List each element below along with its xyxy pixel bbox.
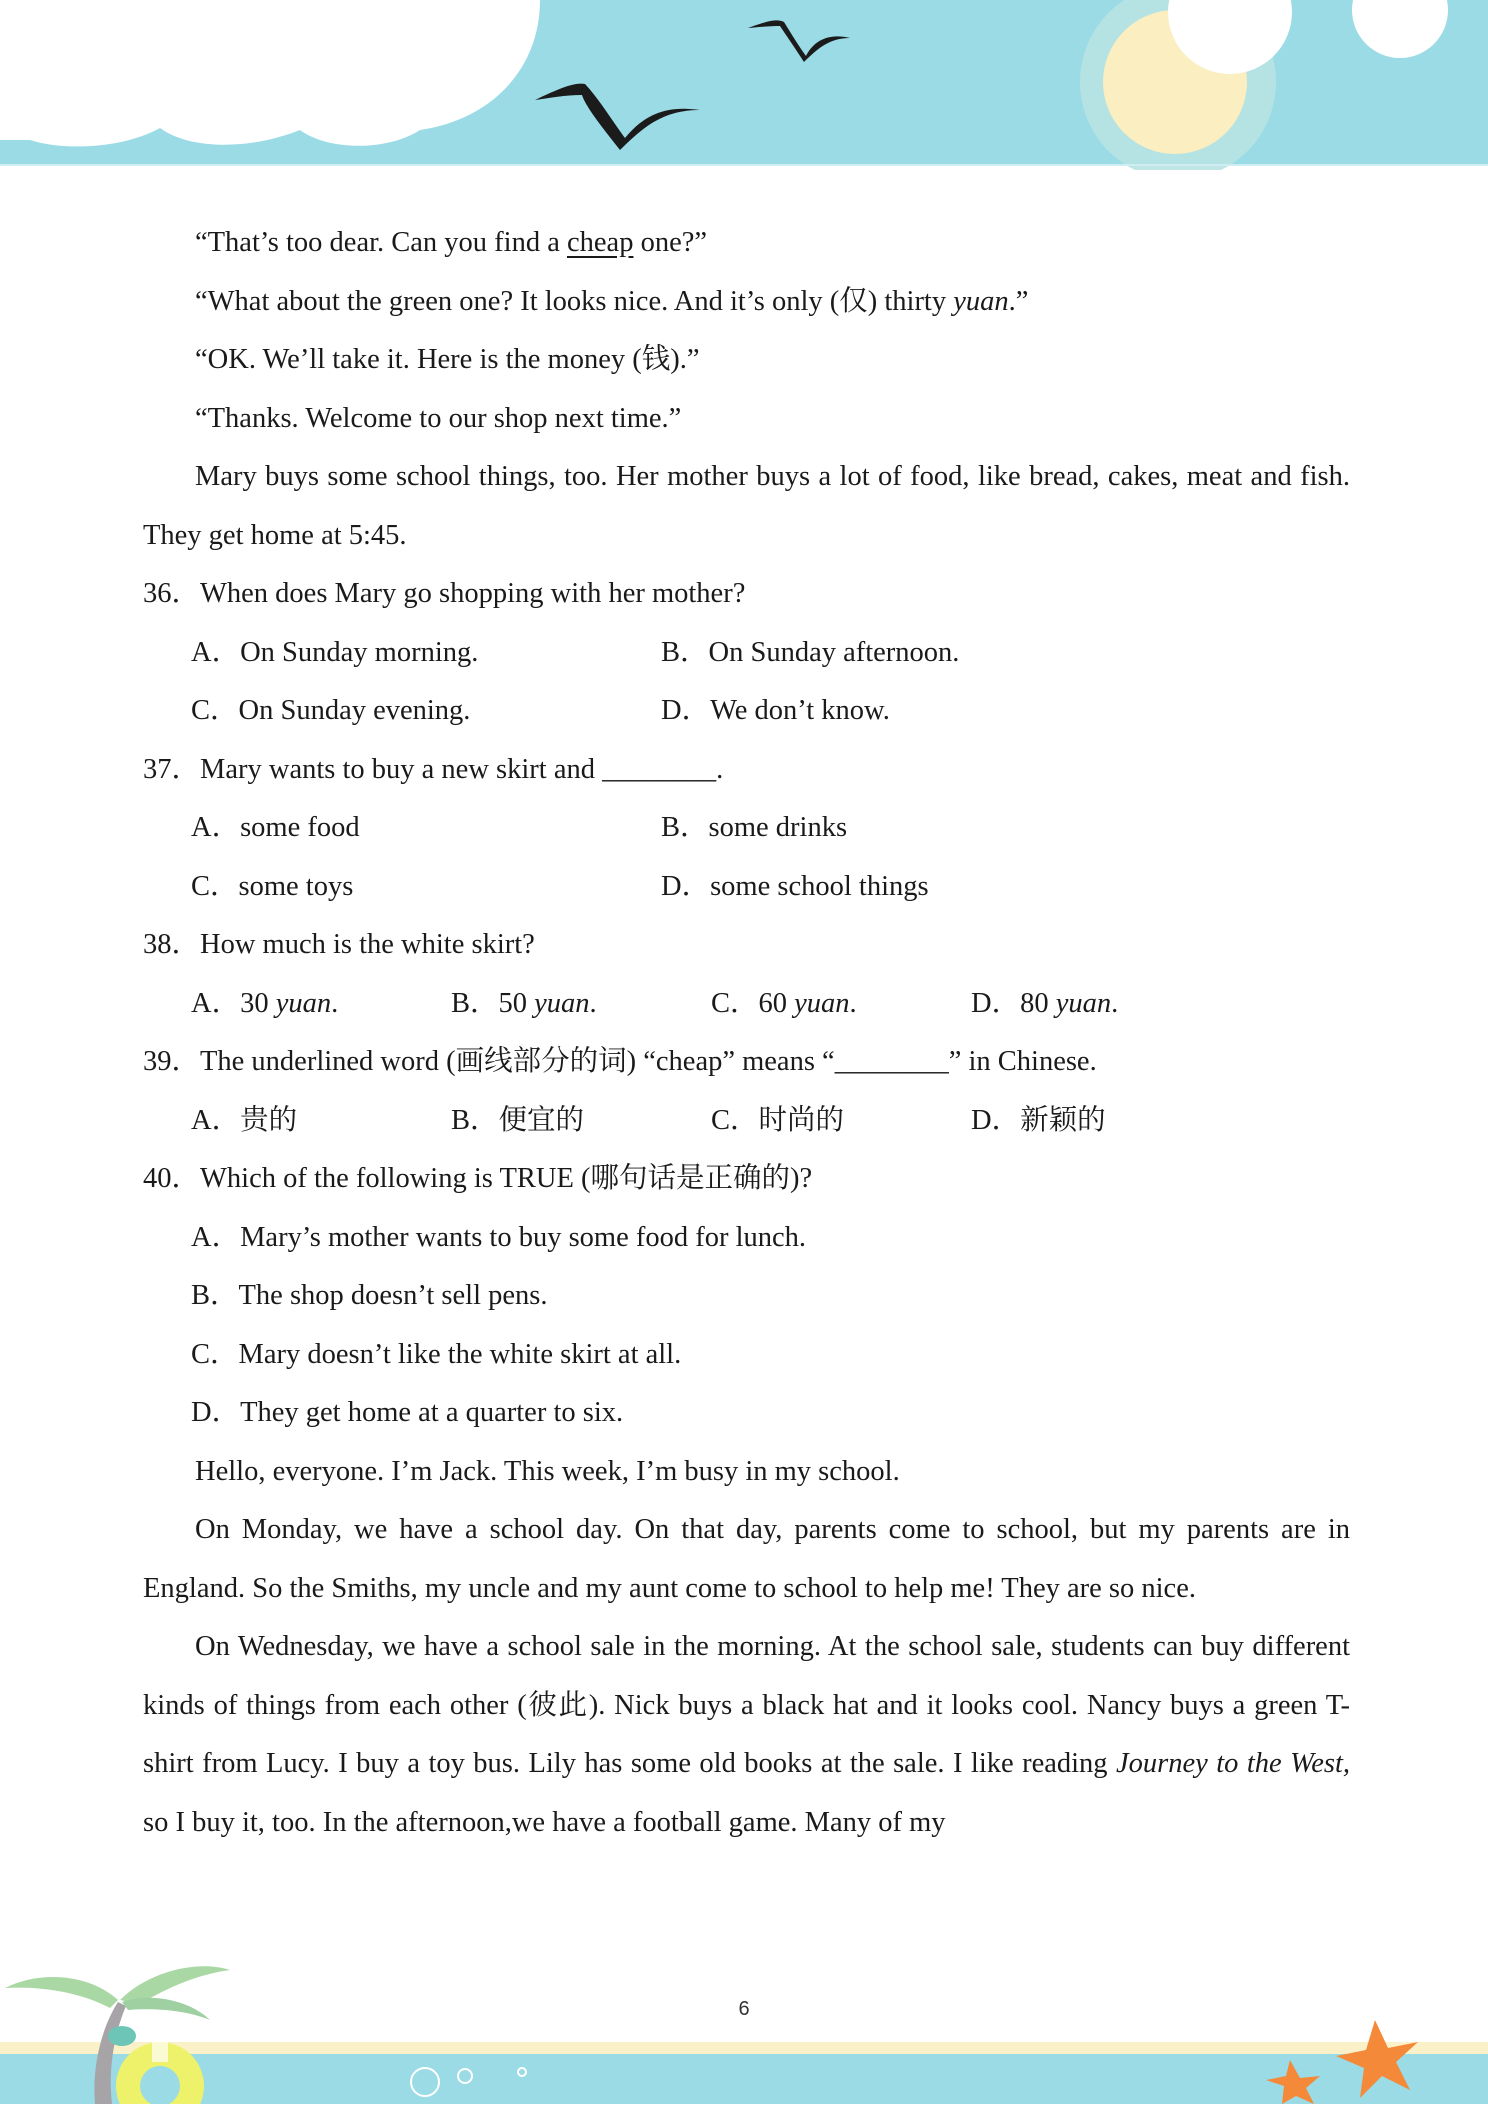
option-c: C．On Sunday evening. bbox=[191, 695, 471, 726]
text: On Wednesday, we have a school sale in the morning. At the school sale, students can buy different kinds of things from each other (彼此). Nick buys a black hat and it looks cool. Nancy buys a green T-shirt from Lucy. I buy a toy bus. Lily has some old books at the sale. I like reading bbox=[143, 1631, 1350, 1779]
passage-paragraph: Mary buys some school things, too. Her mother buys a lot of food, like bread, cakes, meat and fish. They get home at 5:45. bbox=[143, 461, 1350, 551]
dialogue-line-3: “OK. We’ll take it. Here is the money (钱).” bbox=[195, 344, 700, 375]
sea-band bbox=[0, 2054, 1488, 2104]
question-37-options-row-1 bbox=[143, 799, 1350, 858]
option-a bbox=[191, 975, 451, 1034]
unit-yuan: yuan bbox=[794, 987, 850, 1019]
option-d: D．We don’t know. bbox=[661, 695, 890, 726]
option-a: A．Mary’s mother wants to buy some food for lunch. bbox=[191, 1221, 807, 1253]
option-c: C．Mary doesn’t like the white skirt at all. bbox=[191, 1338, 682, 1370]
period: . bbox=[849, 987, 857, 1019]
dialogue-line-2 bbox=[143, 273, 1350, 332]
option-c: C．时尚的 bbox=[711, 1104, 845, 1136]
option-b: B．some drinks bbox=[661, 812, 848, 843]
dialogue-line-1 bbox=[143, 214, 1350, 273]
question-36-options-row-1 bbox=[143, 624, 1350, 683]
text: “That’s too dear. Can you find a bbox=[195, 227, 567, 258]
option-d: D．some school things bbox=[661, 870, 929, 902]
option-d bbox=[971, 975, 1118, 1034]
text: so I buy it, too. In the afternoon,we have a football game. Many of my bbox=[143, 1806, 946, 1838]
option-d: D．They get home at a quarter to six. bbox=[191, 1397, 624, 1428]
sand-strip bbox=[0, 2042, 1488, 2054]
unit-yuan: yuan bbox=[534, 987, 590, 1019]
question-39-options bbox=[143, 1092, 1350, 1151]
passage-2-paragraph-1: Hello, everyone. I’m Jack. This week, I’m busy in my school. bbox=[195, 1455, 900, 1487]
dialogue-line-4: “Thanks. Welcome to our shop next time.” bbox=[195, 402, 682, 434]
option-c: C．some toys bbox=[191, 870, 354, 902]
swim-ring-stripe bbox=[152, 2040, 168, 2062]
option-label: D．80 bbox=[971, 987, 1056, 1019]
option-b: B．The shop doesn’t sell pens. bbox=[191, 1280, 548, 1311]
option-b bbox=[451, 975, 711, 1034]
passage-2-paragraph-3 bbox=[143, 1618, 1350, 1852]
option-a: A．some food bbox=[191, 812, 360, 843]
option-a: A．On Sunday morning. bbox=[191, 636, 479, 668]
option-b: B．便宜的 bbox=[451, 1104, 585, 1136]
underlined-word-cheap: cheap bbox=[567, 227, 634, 258]
option-d: D．新颖的 bbox=[971, 1104, 1106, 1136]
question-38-stem: 38．How much is the white skirt? bbox=[143, 929, 535, 960]
coconut-icon bbox=[108, 2026, 136, 2046]
document-body bbox=[143, 214, 1350, 1852]
question-38-options bbox=[143, 975, 1350, 1034]
unit-yuan: yuan bbox=[1055, 987, 1112, 1019]
question-36-options-row-2 bbox=[143, 682, 1350, 741]
question-37-stem: 37．Mary wants to buy a new skirt and ________. bbox=[143, 753, 724, 785]
question-40-stem: 40．Which of the following is TRUE (哪句话是正确的)? bbox=[143, 1163, 813, 1194]
period: . bbox=[589, 987, 597, 1019]
text: one?” bbox=[633, 227, 708, 258]
italic-book-title: Journey to the West, bbox=[1115, 1748, 1350, 1779]
text: .” bbox=[1008, 285, 1029, 317]
page-number: 6 bbox=[738, 1998, 750, 2020]
option-a: A．贵的 bbox=[191, 1104, 298, 1136]
text: “What about the green one? It looks nice. And it’s only (仅) thirty bbox=[195, 285, 954, 317]
option-label: C．60 bbox=[711, 987, 795, 1019]
option-c bbox=[711, 975, 971, 1034]
question-36-stem: 36．When does Mary go shopping with her mother? bbox=[143, 578, 746, 609]
option-label: B．50 bbox=[451, 987, 535, 1019]
option-label: A．30 bbox=[191, 987, 276, 1019]
period: . bbox=[1111, 987, 1119, 1019]
question-37-options-row-2 bbox=[143, 858, 1350, 917]
italic-yuan: yuan bbox=[953, 285, 1009, 317]
question-39-stem: 39．The underlined word (画线部分的词) “cheap” means “________” in Chinese. bbox=[143, 1046, 1097, 1077]
passage-2-paragraph-2: On Monday, we have a school day. On that day, parents come to school, but my parents are in England. So the Smiths, my uncle and my aunt come to school to help me! They are so nice. bbox=[143, 1514, 1350, 1604]
banner-edge bbox=[0, 164, 1488, 166]
option-b: B．On Sunday afternoon. bbox=[661, 636, 960, 668]
unit-yuan: yuan bbox=[275, 987, 332, 1019]
period: . bbox=[331, 987, 339, 1019]
header-sky-banner bbox=[0, 0, 1488, 170]
